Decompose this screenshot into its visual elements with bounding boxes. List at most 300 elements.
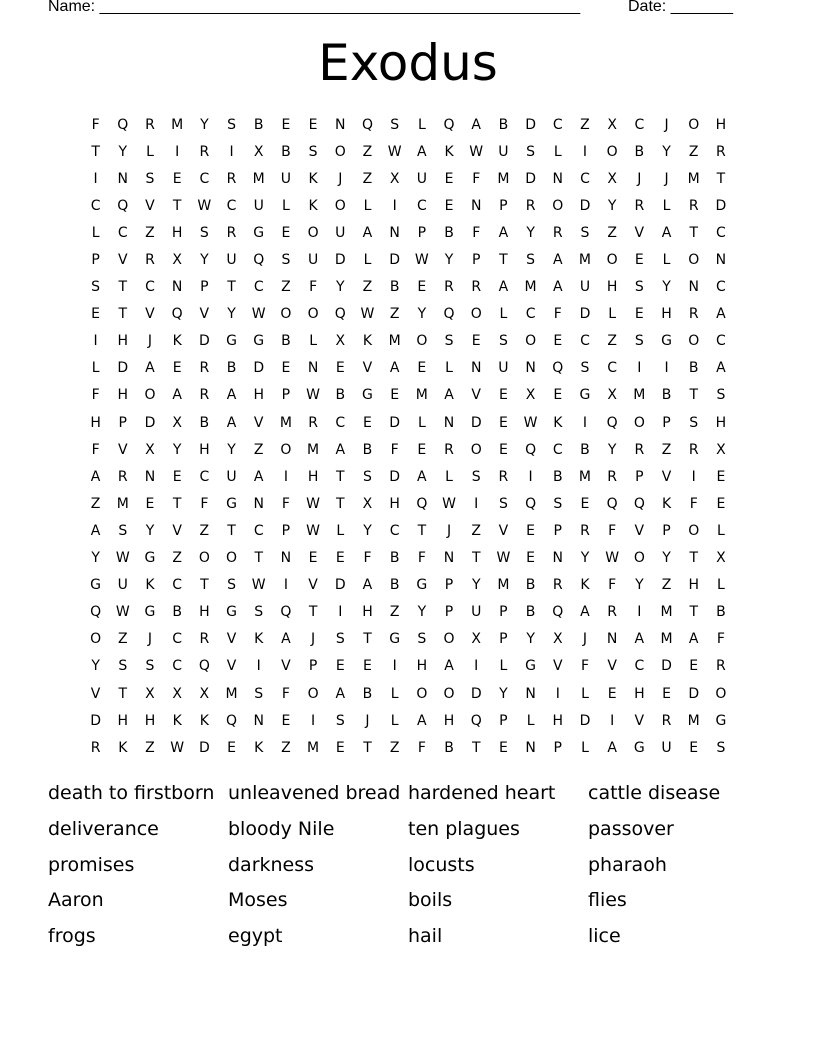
grid-letter[interactable]: T (227, 522, 236, 539)
grid-letter[interactable]: H (688, 577, 699, 594)
grid-letter[interactable]: A (498, 224, 509, 241)
grid-letter[interactable]: X (253, 143, 264, 160)
grid-letter[interactable]: Y (227, 306, 236, 323)
grid-letter[interactable]: J (664, 116, 669, 133)
grid-letter[interactable]: N (470, 197, 482, 214)
grid-letter[interactable]: O (144, 387, 156, 404)
grid-letter[interactable]: Q (253, 252, 265, 269)
grid-letter[interactable]: L (363, 252, 372, 269)
grid-letter[interactable]: Y (417, 604, 427, 621)
grid-letter[interactable]: M (225, 685, 238, 702)
grid-letter[interactable]: B (688, 360, 699, 377)
grid-letter[interactable]: G (253, 333, 265, 350)
grid-letter[interactable]: V (634, 712, 645, 729)
grid-letter[interactable]: G (661, 333, 672, 350)
grid-letter[interactable]: O (416, 333, 428, 350)
grid-letter[interactable]: S (716, 739, 726, 756)
date-field-label[interactable]: Date: _______ (628, 0, 733, 15)
grid-letter[interactable]: R (90, 739, 101, 756)
grid-letter[interactable]: A (580, 604, 590, 621)
grid-letter[interactable]: F (472, 170, 481, 187)
grid-letter[interactable]: S (363, 468, 372, 485)
grid-letter[interactable]: L (91, 224, 100, 241)
grid-letter[interactable]: S (553, 495, 563, 512)
grid-letter[interactable]: O (633, 550, 645, 567)
grid-letter[interactable]: R (444, 279, 454, 296)
grid-letter[interactable]: L (662, 252, 671, 269)
grid-letter[interactable]: T (499, 252, 508, 269)
grid-letter[interactable]: E (553, 387, 563, 404)
grid-letter[interactable]: H (634, 685, 645, 702)
grid-letter[interactable]: A (145, 360, 155, 377)
grid-letter[interactable]: E (281, 116, 291, 133)
grid-letter[interactable]: E (335, 658, 345, 675)
grid-letter[interactable]: M (252, 170, 265, 187)
grid-letter[interactable]: E (498, 441, 508, 458)
grid-letter[interactable]: S (390, 116, 400, 133)
grid-letter[interactable]: A (634, 631, 645, 648)
grid-letter[interactable]: R (634, 441, 645, 458)
grid-letter[interactable]: V (498, 522, 509, 539)
grid-letter[interactable]: X (335, 333, 346, 350)
grid-letter[interactable]: Z (661, 577, 672, 594)
grid-letter[interactable]: W (523, 414, 538, 431)
grid-letter[interactable]: E (471, 333, 481, 350)
grid-letter[interactable]: V (634, 224, 645, 241)
grid-letter[interactable]: F (716, 631, 725, 648)
grid-letter[interactable]: C (634, 116, 645, 133)
grid-letter[interactable]: S (91, 279, 101, 296)
grid-letter[interactable]: Z (90, 495, 101, 512)
grid-letter[interactable]: S (145, 658, 155, 675)
grid-letter[interactable]: A (172, 387, 182, 404)
grid-letter[interactable]: J (582, 631, 588, 648)
grid-letter[interactable]: A (498, 279, 509, 296)
grid-letter[interactable]: P (281, 522, 291, 539)
grid-letter[interactable]: D (688, 685, 700, 702)
grid-letter[interactable]: X (525, 387, 536, 404)
grid-letter[interactable]: Y (607, 197, 617, 214)
grid-letter[interactable]: T (471, 739, 481, 756)
grid-letter[interactable]: H (90, 414, 101, 431)
grid-letter[interactable]: A (417, 143, 427, 160)
grid-letter[interactable]: L (608, 306, 617, 323)
grid-letter[interactable]: M (578, 252, 592, 269)
grid-letter[interactable]: Y (200, 116, 209, 133)
grid-letter[interactable]: B (389, 577, 400, 594)
grid-letter[interactable]: Q (171, 306, 183, 323)
grid-letter[interactable]: M (633, 387, 646, 404)
grid-letter[interactable]: X (607, 116, 617, 133)
grid-letter[interactable]: J (147, 631, 153, 648)
grid-letter[interactable]: C (253, 522, 264, 539)
grid-letter[interactable]: A (335, 685, 346, 702)
grid-letter[interactable]: A (362, 224, 373, 241)
grid-letter[interactable]: J (637, 170, 642, 187)
grid-letter[interactable]: V (145, 197, 155, 214)
grid-letter[interactable]: Z (362, 170, 373, 187)
grid-letter[interactable]: Y (499, 685, 508, 702)
grid-letter[interactable]: Z (145, 224, 155, 241)
grid-letter[interactable]: Z (199, 522, 210, 539)
grid-letter[interactable]: P (417, 224, 427, 241)
grid-letter[interactable]: X (172, 685, 182, 702)
grid-letter[interactable]: B (444, 224, 454, 241)
grid-letter[interactable]: U (498, 360, 509, 377)
grid-letter[interactable]: T (716, 170, 726, 187)
grid-letter[interactable]: V (172, 522, 182, 539)
grid-letter[interactable]: D (389, 468, 401, 485)
grid-letter[interactable]: T (363, 631, 372, 648)
grid-letter[interactable]: A (471, 116, 481, 133)
grid-letter[interactable]: R (661, 712, 672, 729)
grid-letter[interactable]: A (444, 387, 454, 404)
grid-letter[interactable]: M (116, 495, 129, 512)
grid-letter[interactable]: D (661, 658, 672, 675)
grid-letter[interactable]: C (716, 279, 726, 296)
grid-letter[interactable]: H (443, 712, 455, 729)
grid-letter[interactable]: S (199, 224, 209, 241)
grid-letter[interactable]: Y (91, 658, 100, 675)
grid-letter[interactable]: B (362, 685, 373, 702)
grid-letter[interactable]: Y (662, 143, 671, 160)
grid-letter[interactable]: S (417, 631, 427, 648)
grid-letter[interactable]: X (172, 414, 182, 431)
grid-letter[interactable]: I (392, 658, 397, 675)
grid-letter[interactable]: S (281, 252, 291, 269)
grid-letter[interactable]: R (716, 143, 726, 160)
grid-letter[interactable]: M (687, 712, 700, 729)
grid-letter[interactable]: W (115, 550, 130, 567)
grid-letter[interactable]: L (417, 116, 426, 133)
grid-letter[interactable]: T (200, 577, 209, 594)
grid-letter[interactable]: R (607, 604, 618, 621)
grid-letter[interactable]: R (199, 143, 210, 160)
grid-letter[interactable]: B (525, 604, 536, 621)
grid-letter[interactable]: D (389, 252, 401, 269)
grid-letter[interactable]: R (308, 414, 318, 431)
grid-letter[interactable]: C (634, 658, 645, 675)
grid-letter[interactable]: I (338, 604, 343, 621)
grid-letter[interactable]: E (553, 333, 563, 350)
grid-letter[interactable]: H (117, 333, 129, 350)
grid-letter[interactable]: G (253, 224, 265, 241)
grid-letter[interactable]: G (144, 550, 156, 567)
grid-letter[interactable]: N (389, 224, 400, 241)
grid-letter[interactable]: D (253, 360, 265, 377)
grid-letter[interactable]: C (607, 360, 618, 377)
grid-letter[interactable]: L (662, 197, 671, 214)
grid-letter[interactable]: L (499, 306, 508, 323)
grid-letter[interactable]: T (417, 522, 427, 539)
grid-letter[interactable]: O (633, 414, 645, 431)
grid-letter[interactable]: C (172, 658, 183, 675)
grid-letter[interactable]: E (444, 197, 454, 214)
grid-letter[interactable]: B (281, 333, 291, 350)
grid-letter[interactable]: L (282, 197, 290, 214)
grid-letter[interactable]: L (390, 712, 399, 729)
grid-letter[interactable]: H (416, 658, 428, 675)
grid-letter[interactable]: H (715, 414, 727, 431)
grid-letter[interactable]: Q (470, 712, 482, 729)
grid-letter[interactable]: E (689, 658, 699, 675)
grid-letter[interactable]: X (145, 685, 155, 702)
grid-letter[interactable]: S (580, 224, 590, 241)
grid-letter[interactable]: A (552, 252, 563, 269)
grid-letter[interactable]: K (254, 739, 264, 756)
grid-letter[interactable]: U (579, 279, 591, 296)
grid-letter[interactable]: J (446, 522, 452, 539)
grid-letter[interactable]: R (199, 360, 210, 377)
grid-letter[interactable]: V (607, 658, 617, 675)
grid-letter[interactable]: M (171, 116, 184, 133)
grid-letter[interactable]: R (444, 441, 454, 458)
grid-letter[interactable]: B (552, 468, 563, 485)
grid-letter[interactable]: K (172, 712, 182, 729)
grid-letter[interactable]: I (582, 143, 588, 160)
grid-letter[interactable]: Q (361, 116, 373, 133)
grid-letter[interactable]: E (335, 550, 345, 567)
grid-letter[interactable]: R (199, 631, 210, 648)
grid-letter[interactable]: Q (525, 441, 537, 458)
grid-letter[interactable]: V (145, 306, 155, 323)
grid-letter[interactable]: S (118, 522, 128, 539)
grid-letter[interactable]: A (226, 387, 237, 404)
grid-letter[interactable]: M (307, 739, 320, 756)
grid-letter[interactable]: B (716, 604, 726, 621)
grid-letter[interactable]: Y (227, 441, 236, 458)
grid-letter[interactable]: V (199, 306, 210, 323)
grid-letter[interactable]: J (664, 170, 669, 187)
grid-letter[interactable]: E (281, 360, 291, 377)
grid-letter[interactable]: D (334, 252, 346, 269)
grid-letter[interactable]: S (716, 387, 726, 404)
grid-letter[interactable]: M (415, 387, 428, 404)
grid-letter[interactable]: F (608, 522, 617, 539)
grid-letter[interactable]: N (443, 414, 455, 431)
grid-letter[interactable]: E (607, 685, 617, 702)
grid-letter[interactable]: F (281, 685, 290, 702)
grid-letter[interactable]: W (251, 306, 266, 323)
grid-letter[interactable]: G (362, 387, 373, 404)
grid-letter[interactable]: D (470, 685, 482, 702)
grid-letter[interactable]: T (227, 279, 236, 296)
grid-letter[interactable]: O (552, 197, 564, 214)
grid-letter[interactable]: D (198, 739, 210, 756)
grid-letter[interactable]: E (580, 495, 590, 512)
grid-letter[interactable]: O (226, 550, 238, 567)
grid-letter[interactable]: P (200, 279, 209, 296)
grid-letter[interactable]: A (444, 658, 454, 675)
grid-letter[interactable]: D (579, 197, 591, 214)
grid-letter[interactable]: W (306, 495, 321, 512)
grid-letter[interactable]: X (199, 685, 210, 702)
grid-letter[interactable]: T (172, 495, 182, 512)
grid-letter[interactable]: N (552, 170, 564, 187)
grid-letter[interactable]: Z (253, 441, 264, 458)
grid-letter[interactable]: B (389, 550, 400, 567)
grid-letter[interactable]: A (90, 468, 101, 485)
grid-letter[interactable]: C (253, 279, 264, 296)
grid-letter[interactable]: R (498, 468, 509, 485)
grid-letter[interactable]: I (283, 577, 288, 594)
grid-letter[interactable]: N (470, 360, 482, 377)
grid-letter[interactable]: O (715, 685, 727, 702)
grid-letter[interactable]: M (524, 279, 537, 296)
grid-letter[interactable]: R (226, 224, 237, 241)
grid-letter[interactable]: Q (552, 360, 564, 377)
grid-letter[interactable]: M (388, 333, 401, 350)
grid-letter[interactable]: Z (471, 522, 482, 539)
grid-letter[interactable]: E (444, 170, 454, 187)
grid-letter[interactable]: E (498, 387, 508, 404)
grid-letter[interactable]: T (172, 197, 182, 214)
grid-letter[interactable]: W (605, 550, 620, 567)
grid-letter[interactable]: R (117, 468, 128, 485)
grid-letter[interactable]: Q (117, 116, 129, 133)
grid-letter[interactable]: T (689, 224, 698, 241)
grid-letter[interactable]: G (525, 658, 537, 675)
grid-letter[interactable]: K (308, 197, 318, 214)
grid-letter[interactable]: E (390, 387, 400, 404)
grid-letter[interactable]: Q (416, 495, 428, 512)
grid-letter[interactable]: Y (336, 279, 345, 296)
grid-letter[interactable]: N (525, 739, 536, 756)
grid-letter[interactable]: R (607, 468, 618, 485)
grid-letter[interactable]: R (688, 197, 699, 214)
grid-letter[interactable]: X (607, 170, 617, 187)
grid-letter[interactable]: P (499, 631, 508, 648)
grid-letter[interactable]: X (471, 631, 482, 648)
grid-letter[interactable]: P (444, 577, 454, 594)
grid-letter[interactable]: N (253, 712, 264, 729)
grid-letter[interactable]: C (226, 197, 237, 214)
grid-letter[interactable]: K (308, 170, 318, 187)
grid-letter[interactable]: Z (281, 279, 291, 296)
grid-letter[interactable]: O (280, 441, 292, 458)
grid-letter[interactable]: E (716, 468, 726, 485)
grid-letter[interactable]: T (91, 143, 100, 160)
grid-letter[interactable]: O (606, 252, 618, 269)
grid-letter[interactable]: Q (198, 658, 210, 675)
grid-letter[interactable]: W (251, 577, 266, 594)
grid-letter[interactable]: V (117, 441, 128, 458)
grid-letter[interactable]: Y (662, 279, 671, 296)
grid-letter[interactable]: F (390, 441, 399, 458)
grid-letter[interactable]: N (552, 550, 564, 567)
grid-letter[interactable]: E (634, 252, 644, 269)
grid-letter[interactable]: D (90, 712, 101, 729)
grid-letter[interactable]: O (307, 306, 319, 323)
grid-letter[interactable]: F (91, 441, 100, 458)
grid-letter[interactable]: D (470, 414, 482, 431)
grid-letter[interactable]: C (172, 577, 183, 594)
grid-letter[interactable]: E (526, 522, 536, 539)
grid-letter[interactable]: H (199, 441, 210, 458)
grid-letter[interactable]: E (417, 279, 427, 296)
grid-letter[interactable]: V (90, 685, 101, 702)
grid-letter[interactable]: A (716, 360, 726, 377)
grid-letter[interactable]: W (197, 197, 212, 214)
grid-letter[interactable]: L (146, 143, 154, 160)
grid-letter[interactable]: E (172, 468, 182, 485)
grid-letter[interactable]: W (115, 604, 130, 621)
grid-letter[interactable]: V (281, 658, 291, 675)
grid-letter[interactable]: F (91, 387, 100, 404)
grid-letter[interactable]: W (496, 550, 511, 567)
grid-letter[interactable]: T (336, 468, 345, 485)
grid-letter[interactable]: F (417, 739, 426, 756)
grid-letter[interactable]: D (389, 414, 401, 431)
grid-letter[interactable]: T (471, 550, 481, 567)
grid-letter[interactable]: L (499, 658, 508, 675)
grid-letter[interactable]: Z (362, 279, 373, 296)
grid-letter[interactable]: P (553, 522, 562, 539)
grid-letter[interactable]: Z (172, 550, 182, 567)
grid-letter[interactable]: I (311, 712, 316, 729)
grid-letter[interactable]: J (147, 333, 153, 350)
grid-letter[interactable]: Y (526, 631, 535, 648)
grid-letter[interactable]: B (525, 577, 536, 594)
grid-letter[interactable]: H (171, 224, 183, 241)
grid-letter[interactable]: N (525, 685, 536, 702)
grid-letter[interactable]: F (200, 495, 209, 512)
grid-letter[interactable]: L (417, 414, 426, 431)
grid-letter[interactable]: H (552, 712, 564, 729)
grid-letter[interactable]: R (525, 197, 536, 214)
grid-letter[interactable]: A (226, 414, 237, 431)
grid-letter[interactable]: E (634, 306, 644, 323)
grid-letter[interactable]: E (363, 414, 372, 431)
grid-letter[interactable]: G (226, 333, 237, 350)
grid-letter[interactable]: P (91, 252, 100, 269)
grid-letter[interactable]: R (145, 116, 155, 133)
grid-letter[interactable]: Q (633, 495, 645, 512)
grid-letter[interactable]: E (91, 306, 101, 323)
grid-letter[interactable]: K (661, 495, 672, 512)
grid-letter[interactable]: C (716, 224, 726, 241)
grid-letter[interactable]: Y (635, 577, 644, 594)
grid-letter[interactable]: Q (606, 495, 618, 512)
grid-letter[interactable]: L (91, 360, 100, 377)
grid-letter[interactable]: E (526, 550, 536, 567)
grid-letter[interactable]: P (118, 414, 127, 431)
grid-letter[interactable]: N (171, 279, 183, 296)
grid-letter[interactable]: Z (389, 739, 400, 756)
grid-letter[interactable]: E (308, 550, 318, 567)
grid-letter[interactable]: L (390, 685, 399, 702)
grid-letter[interactable]: T (118, 279, 128, 296)
grid-letter[interactable]: T (118, 306, 128, 323)
grid-letter[interactable]: U (117, 577, 128, 594)
grid-letter[interactable]: O (688, 116, 700, 133)
grid-letter[interactable]: A (335, 441, 346, 458)
grid-letter[interactable]: I (93, 170, 98, 187)
grid-letter[interactable]: O (688, 252, 700, 269)
grid-letter[interactable]: E (363, 658, 372, 675)
grid-letter[interactable]: L (445, 468, 453, 485)
grid-letter[interactable]: I (229, 143, 234, 160)
grid-letter[interactable]: K (145, 577, 155, 594)
grid-letter[interactable]: W (387, 143, 402, 160)
grid-letter[interactable]: A (417, 712, 427, 729)
grid-letter[interactable]: R (226, 170, 237, 187)
grid-letter[interactable]: B (661, 387, 672, 404)
grid-letter[interactable]: S (689, 414, 699, 431)
grid-letter[interactable]: W (170, 739, 185, 756)
grid-letter[interactable]: G (389, 631, 401, 648)
grid-letter[interactable]: N (117, 170, 129, 187)
